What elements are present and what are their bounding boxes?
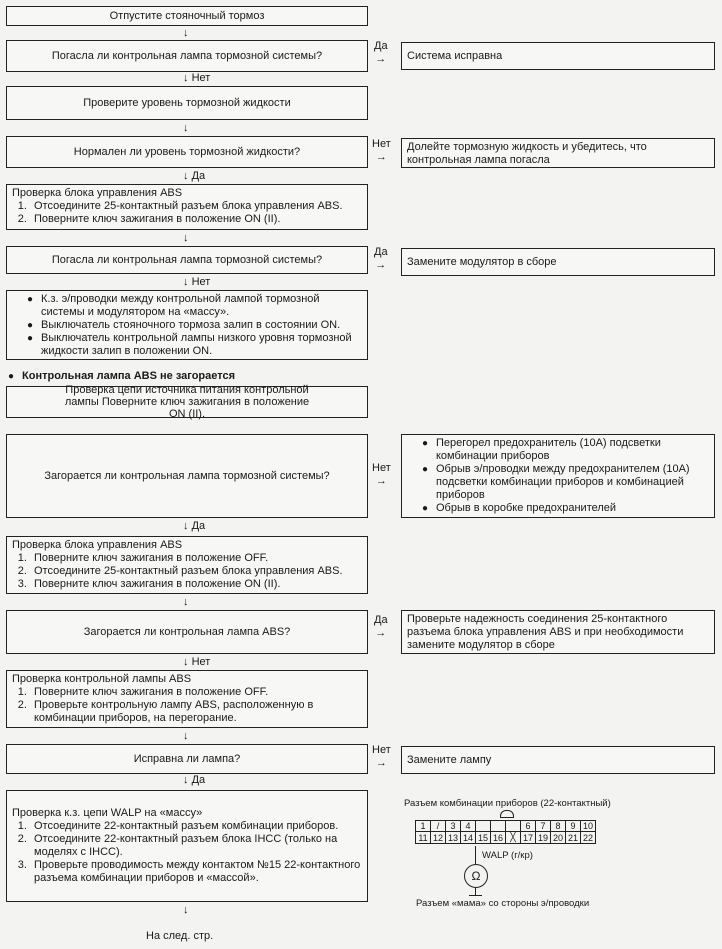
connector-caption: Разъем «мама» со стороны э/проводки — [416, 898, 590, 909]
no-label: Нет → — [372, 744, 391, 769]
step-release-brake: Отпустите стояночный тормоз — [6, 6, 368, 26]
result-replace-lamp: Замените лампу — [401, 746, 715, 774]
connector-title: Разъем комбинации приборов (22-контактный) — [404, 798, 611, 809]
q-brake-lamp-off-1: Погасла ли контрольная лампа тормозной системы? — [6, 40, 368, 72]
down-arrow: ↓ — [183, 904, 189, 916]
causes-list-1: ● К.з. э/проводки между контрольной лампой тормозной системы и модулятором на «массу». ● Выключатель стояночного тормоза залип в состоянии ON. ● Выключатель контрольной лампы низкого уровня тормозной жидкости залип в положении ON. — [6, 290, 368, 360]
abs-unit-check-2: Проверка блока управления ABS 1. Поверните ключ зажигания в положение OFF. 2. Отсоедините 25-контактный разъем блока управления ABS. 3. Поверните ключ зажигания в положение ON (II). — [6, 536, 368, 594]
no-label: Нет → — [372, 462, 391, 487]
yes-arrow: ↓ Да — [183, 520, 206, 532]
result-add-fluid: Долейте тормозную жидкость и убедитесь, что контрольная лампа погасла — [401, 138, 715, 168]
next-page-label: На след. стр. — [146, 930, 214, 942]
yes-arrow: ↓ Да — [183, 774, 206, 786]
down-arrow: ↓ — [183, 27, 189, 39]
causes-list-2: ● Перегорел предохранитель (10A) подсветки комбинации приборов ● Обрыв э/проводки между предохранителем (10A) подсветки комбинации приборов и комбинацией приборов ● Обрыв в коробке предохранителей — [401, 434, 715, 518]
no-arrow: ↓ Нет — [183, 72, 211, 84]
no-arrow: ↓ Нет — [183, 276, 211, 288]
q-abs-lamp-on: Загорается ли контрольная лампа ABS? — [6, 610, 368, 654]
yes-label: Да → — [374, 40, 388, 65]
probe-wire — [475, 846, 476, 864]
step-check-fluid: Проверите уровень тормозной жидкости — [6, 86, 368, 120]
q-lamp-ok: Исправна ли лампа? — [6, 744, 368, 774]
walp-check: Проверка к.з. цепи WALP на «массу» 1. Отсоедините 22-контактный разъем комбинации приборов. 2. Отсоедините 22-контактный разъем блока IHCC (только на моделях с IHCC). 3. Проверьте проводимость между контактом №15 22-контактного разъема комбинации приборов и «массой». — [6, 790, 368, 902]
ground-wire — [475, 887, 476, 895]
abs-unit-check: Проверка блока управления ABS 1. Отсоедините 25-контактный разъем блока управления ABS. 2. Поверните ключ зажигания в положение ON (II). — [6, 184, 368, 230]
result-check-connection: Проверьте надежность соединения 25-контактного разъема блока управления ABS и при необходимости замените модулятор в сборе — [401, 610, 715, 654]
no-label: Нет → — [372, 138, 391, 163]
down-arrow: ↓ — [183, 596, 189, 608]
result-system-ok: Система исправна — [401, 42, 715, 70]
q-fluid-normal: Нормален ли уровень тормозной жидкости? — [6, 136, 368, 168]
connector-latch — [500, 810, 514, 818]
no-arrow: ↓ Нет — [183, 656, 211, 668]
section-abs-lamp: ● Контрольная лампа ABS не загорается — [8, 370, 235, 382]
q-brake-lamp-on: Загорается ли контрольная лампа тормозной системы? — [6, 434, 368, 518]
yes-label: Да → — [374, 246, 388, 271]
ground-symbol — [469, 895, 482, 896]
yes-label: Да → — [374, 614, 388, 639]
walp-label: WALP (г/кр) — [482, 850, 533, 861]
result-replace-modulator: Замените модулятор в сборе — [401, 248, 715, 276]
power-check: Проверка цепи источника питания контрольной лампы Поверните ключ зажигания в положение ON (II). — [6, 386, 368, 418]
ohmmeter-icon: Ω — [464, 864, 488, 888]
q-brake-lamp-off-2: Погасла ли контрольная лампа тормозной системы? — [6, 246, 368, 274]
down-arrow: ↓ — [183, 232, 189, 244]
yes-arrow: ↓ Да — [183, 170, 206, 182]
down-arrow: ↓ — [183, 730, 189, 742]
lamp-check: Проверка контрольной лампы ABS 1. Поверните ключ зажигания в положение OFF. 2. Проверьте контрольную лампу ABS, расположенную в комбинации приборов, на перегорание. — [6, 670, 368, 728]
down-arrow: ↓ — [183, 122, 189, 134]
connector-pinout: 1 / 3 4 6 7 8 9 10 11 12 13 14 15 16 ╳ 17 19 20 21 22 — [415, 820, 596, 844]
